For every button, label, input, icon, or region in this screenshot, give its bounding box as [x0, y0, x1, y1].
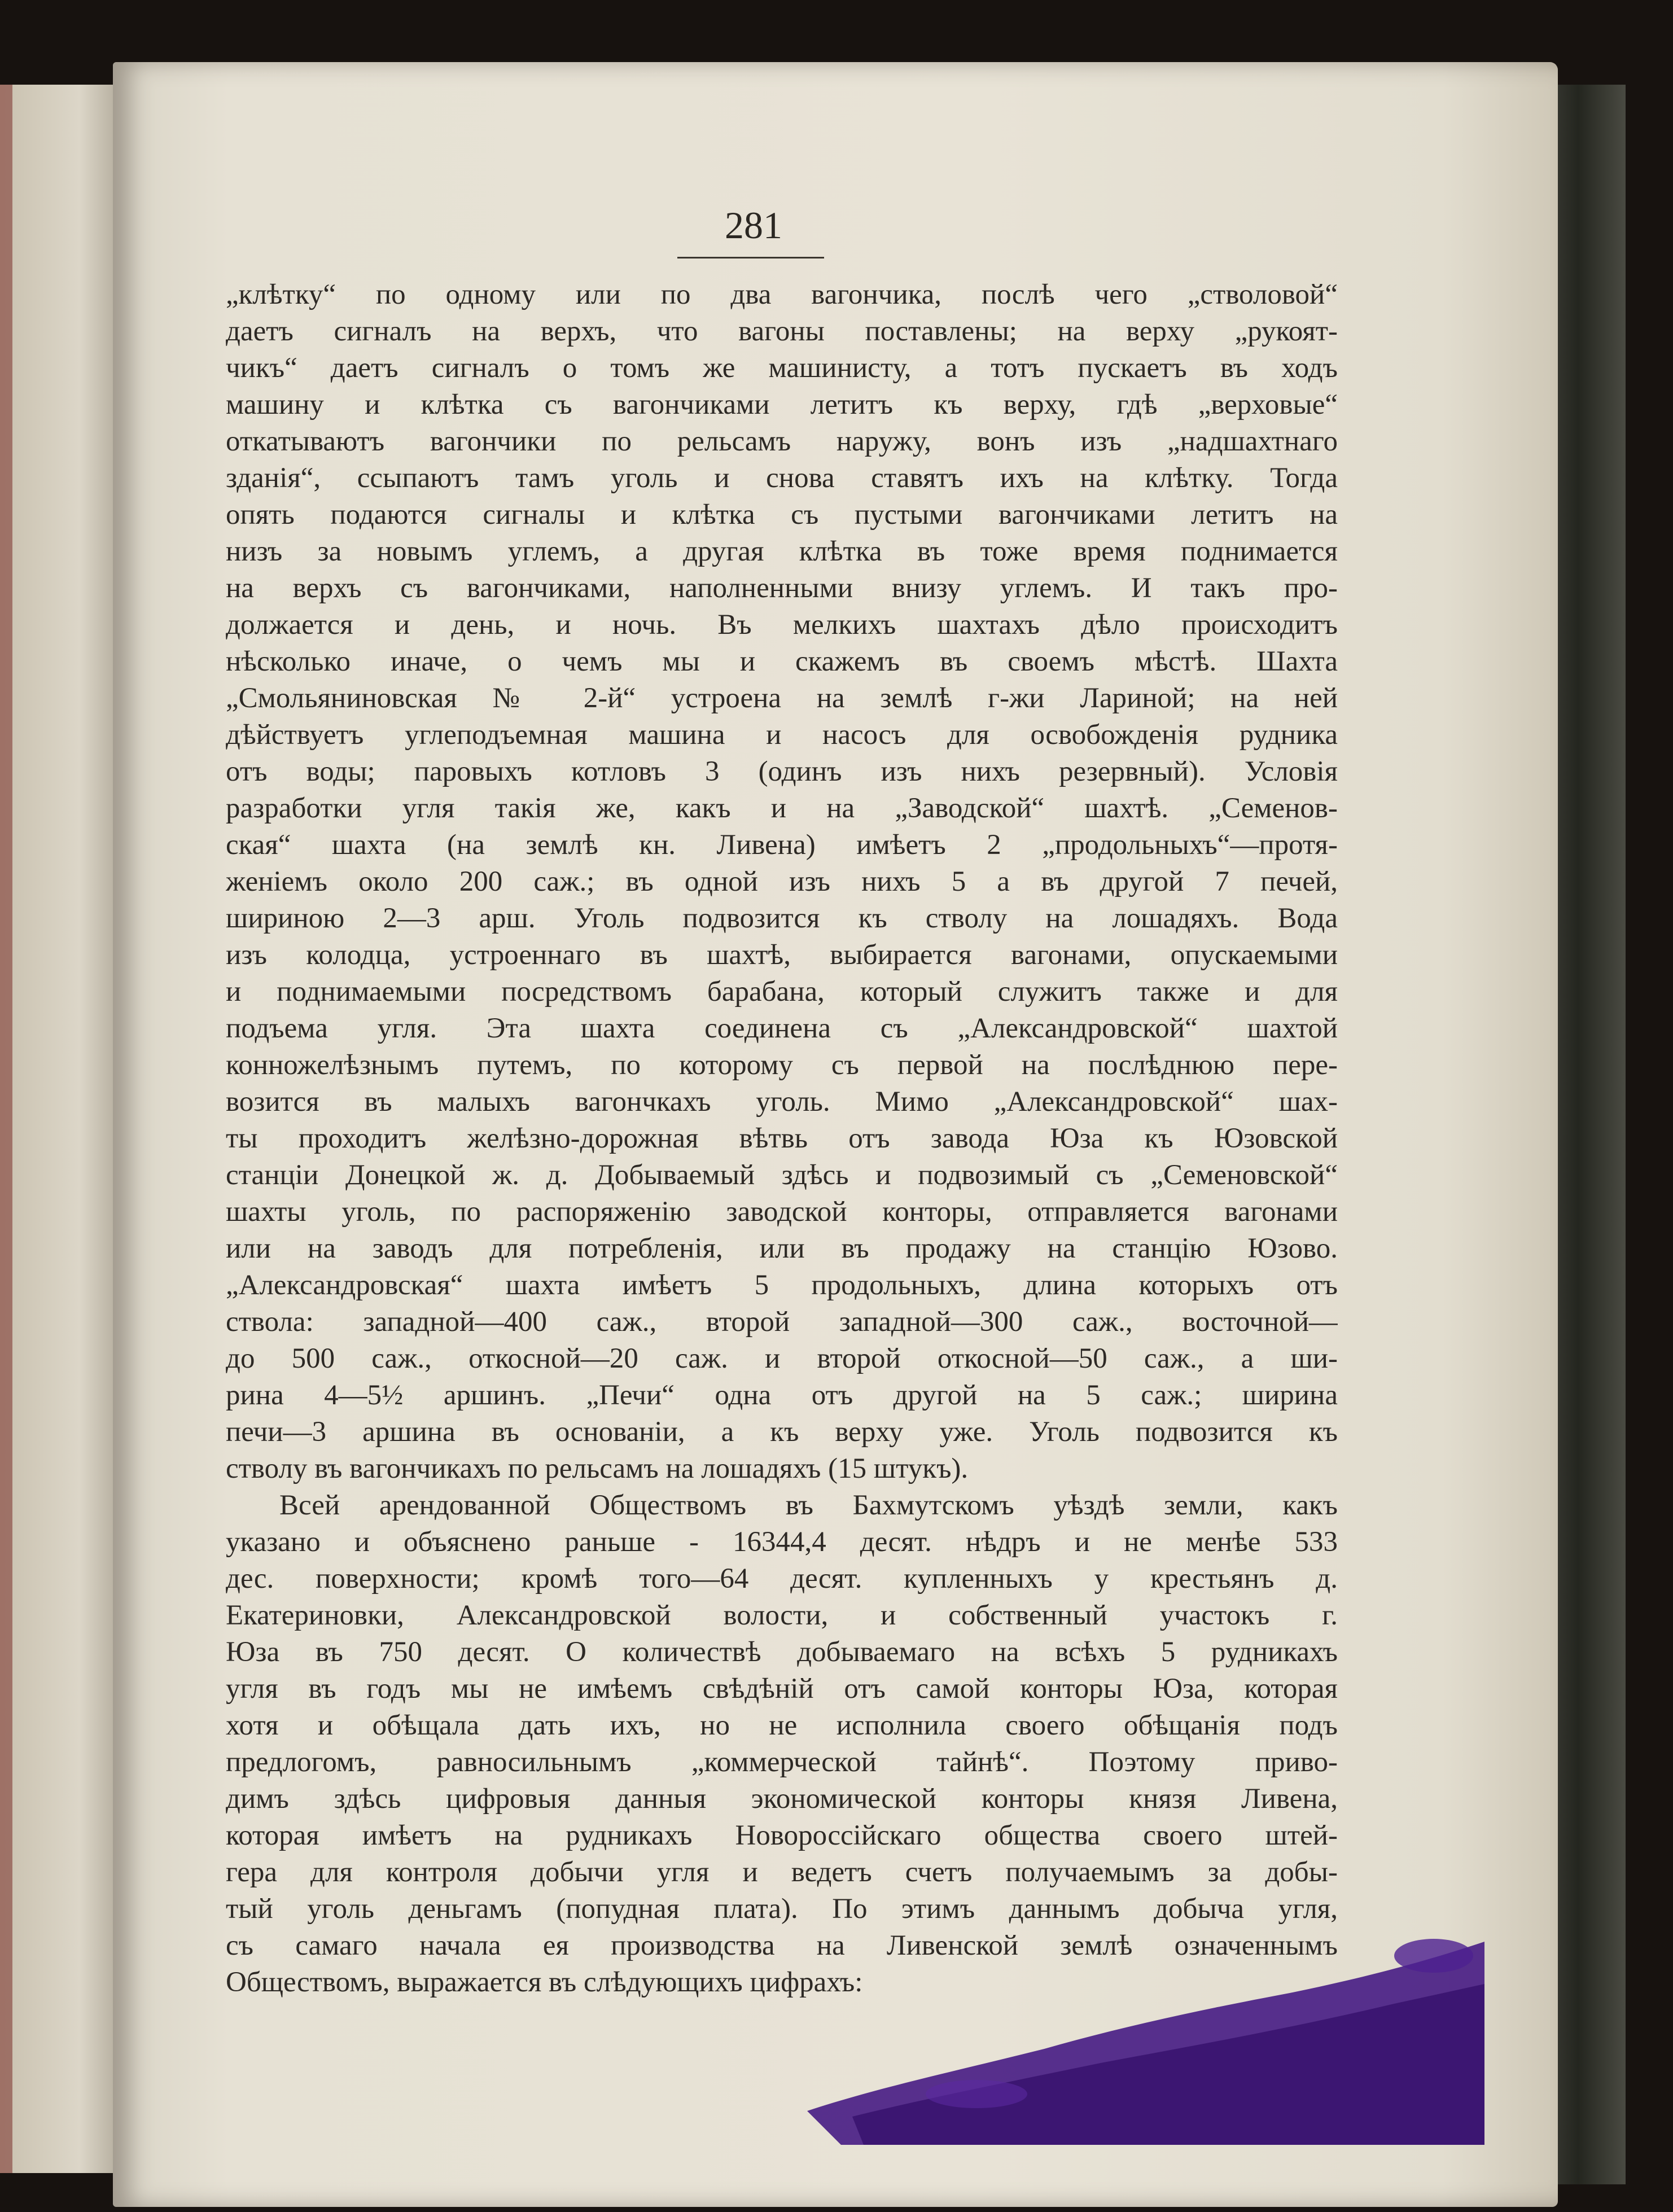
text-line: съ самаго начала ея производства на Ливенской землѣ означеннымъ	[226, 1930, 1338, 1961]
text-line: машину и клѣтка съ вагончиками летитъ къ верху, гдѣ „верховые“	[226, 389, 1338, 421]
text-line: нѣсколько иначе, о чемъ мы и скажемъ въ своемъ мѣстѣ. Шахта	[226, 646, 1338, 677]
text-line: должается и день, и ночь. Въ мелкихъ шахтахъ дѣло происходитъ	[226, 609, 1338, 641]
text-line: и поднимаемыми посредствомъ барабана, который служитъ также и для	[226, 976, 1338, 1008]
text-line: или на заводъ для потребленія, или въ продажу на станцію Юзово.	[226, 1233, 1338, 1264]
text-line: печи—3 аршина въ основаніи, а къ верху уже. Уголь подвозится къ	[226, 1416, 1338, 1448]
text-line: станціи Донецкой ж. д. Добываемый здѣсь и подвозимый съ „Семеновской“	[226, 1159, 1338, 1191]
text-line: подъема угля. Эта шахта соединена съ „Александровской“ шахтой	[226, 1013, 1338, 1044]
text-line: даетъ сигналъ на верхъ, что вагоны поставлены; на верху „рукоят-	[226, 316, 1338, 347]
text-line: хотя и обѣщала дать ихъ, но не исполнила своего обѣщанія подъ	[226, 1710, 1338, 1741]
next-page-edge	[1547, 85, 1626, 2184]
text-line: Обществомъ, выражается въ слѣдующихъ цифрахъ:	[226, 1966, 863, 1998]
text-line: „Смольяниновская № 2-й“ устроена на землѣ г-жи Лариной; на ней	[226, 682, 1338, 714]
text-line: разработки угля такія же, какъ и на „Заводской“ шахтѣ. „Семенов-	[226, 792, 1338, 824]
text-line: изъ колодца, устроеннаго въ шахтѣ, выбирается вагонами, опускаемыми	[226, 939, 1338, 971]
text-line: рина 4—5½ аршинъ. „Печи“ одна отъ другой на 5 саж.; ширина	[226, 1379, 1338, 1411]
text-line: возится въ малыхъ вагончкахъ уголь. Мимо „Александровской“ шах-	[226, 1086, 1338, 1118]
text-line: ская“ шахта (на землѣ кн. Ливена) имѣетъ 2 „продольныхъ“—протя-	[226, 829, 1338, 861]
text-line: конножелѣзнымъ путемъ, по которому съ первой на послѣднюю пере-	[226, 1049, 1338, 1081]
text-line: чикъ“ даетъ сигналъ о томъ же машинисту, а тотъ пускаетъ въ ходъ	[226, 352, 1338, 384]
page-number: 281	[725, 204, 782, 247]
text-line: угля въ годъ мы не имѣемъ свѣдѣній отъ самой конторы Юза, которая	[226, 1673, 1338, 1705]
text-line: ты проходитъ желѣзно-дорожная вѣтвь отъ завода Юза къ Юзовской	[226, 1123, 1338, 1154]
text-line: „клѣтку“ по одному или по два вагончика, послѣ чего „стволовой“	[226, 279, 1338, 310]
text-line: Екатериновки, Александровской волости, и собственный участокъ г.	[226, 1600, 1338, 1631]
text-line: на верхъ съ вагончиками, наполненными внизу углемъ. И такъ про-	[226, 572, 1338, 604]
body-text	[226, 277, 1338, 2001]
text-line: указано и объяснено раньше - 16344,4 десят. нѣдръ и не менѣе 533	[226, 1526, 1338, 1558]
text-line: стволу въ вагончикахъ по рельсамъ на лошадяхъ (15 штукъ).	[226, 1453, 969, 1484]
text-line: которая имѣетъ на рудникахъ Новороссійскаго общества своего штей-	[226, 1820, 1338, 1851]
text-line: опять подаются сигналы и клѣтка съ пустыми вагончиками летитъ на	[226, 499, 1338, 531]
text-line: откатываютъ вагончики по рельсамъ наружу, вонъ изъ „надшахтнаго	[226, 426, 1338, 457]
text-line: шириною 2—3 арш. Уголь подвозится къ стволу на лошадяхъ. Вода	[226, 903, 1338, 934]
text-line: Юза въ 750 десят. О количествѣ добываемаго на всѣхъ 5 рудникахъ	[226, 1636, 1338, 1668]
header-rule	[677, 257, 824, 259]
text-line: гера для контроля добычи угля и ведетъ счетъ получаемымъ за добы-	[226, 1856, 1338, 1888]
binding-edge	[0, 85, 12, 2173]
text-line: женіемъ около 200 саж.; въ одной изъ нихъ 5 а въ другой 7 печей,	[226, 866, 1338, 897]
text-line: Всей арендованной Обществомъ въ Бахмутскомъ уѣздѣ земли, какъ	[279, 1490, 1338, 1521]
text-line: до 500 саж., откосной—20 саж. и второй откосной—50 саж., а ши-	[226, 1343, 1338, 1374]
text-line: ствола: западной—400 саж., второй западной—300 саж., восточной—	[226, 1306, 1338, 1338]
text-line: низъ за новымъ углемъ, а другая клѣтка въ тоже время поднимается	[226, 536, 1338, 567]
text-line: зданія“, ссыпаютъ тамъ уголь и снова ставятъ ихъ на клѣтку. Тогда	[226, 462, 1338, 494]
text-line: дѣйствуетъ углеподъемная машина и насосъ для освобожденія рудника	[226, 719, 1338, 751]
text-line: тый уголь деньгамъ (попудная плата). По этимъ даннымъ добыча угля,	[226, 1893, 1338, 1925]
text-line: шахты уголь, по распоряженію заводской конторы, отправляется вагонами	[226, 1196, 1338, 1228]
text-line: „Александровская“ шахта имѣетъ 5 продольныхъ, длина которыхъ отъ	[226, 1269, 1338, 1301]
ink-stain	[807, 1930, 1484, 2145]
text-line: димъ здѣсь цифровыя данныя экономической конторы князя Ливена,	[226, 1783, 1338, 1815]
text-line: дес. поверхности; кромѣ того—64 десят. купленныхъ у крестьянъ д.	[226, 1563, 1338, 1595]
text-line: отъ воды; паровыхъ котловъ 3 (одинъ изъ нихъ резервный). Условія	[226, 756, 1338, 787]
text-line: предлогомъ, равносильнымъ „коммерческой тайнѣ“. Поэтому приво-	[226, 1746, 1338, 1778]
